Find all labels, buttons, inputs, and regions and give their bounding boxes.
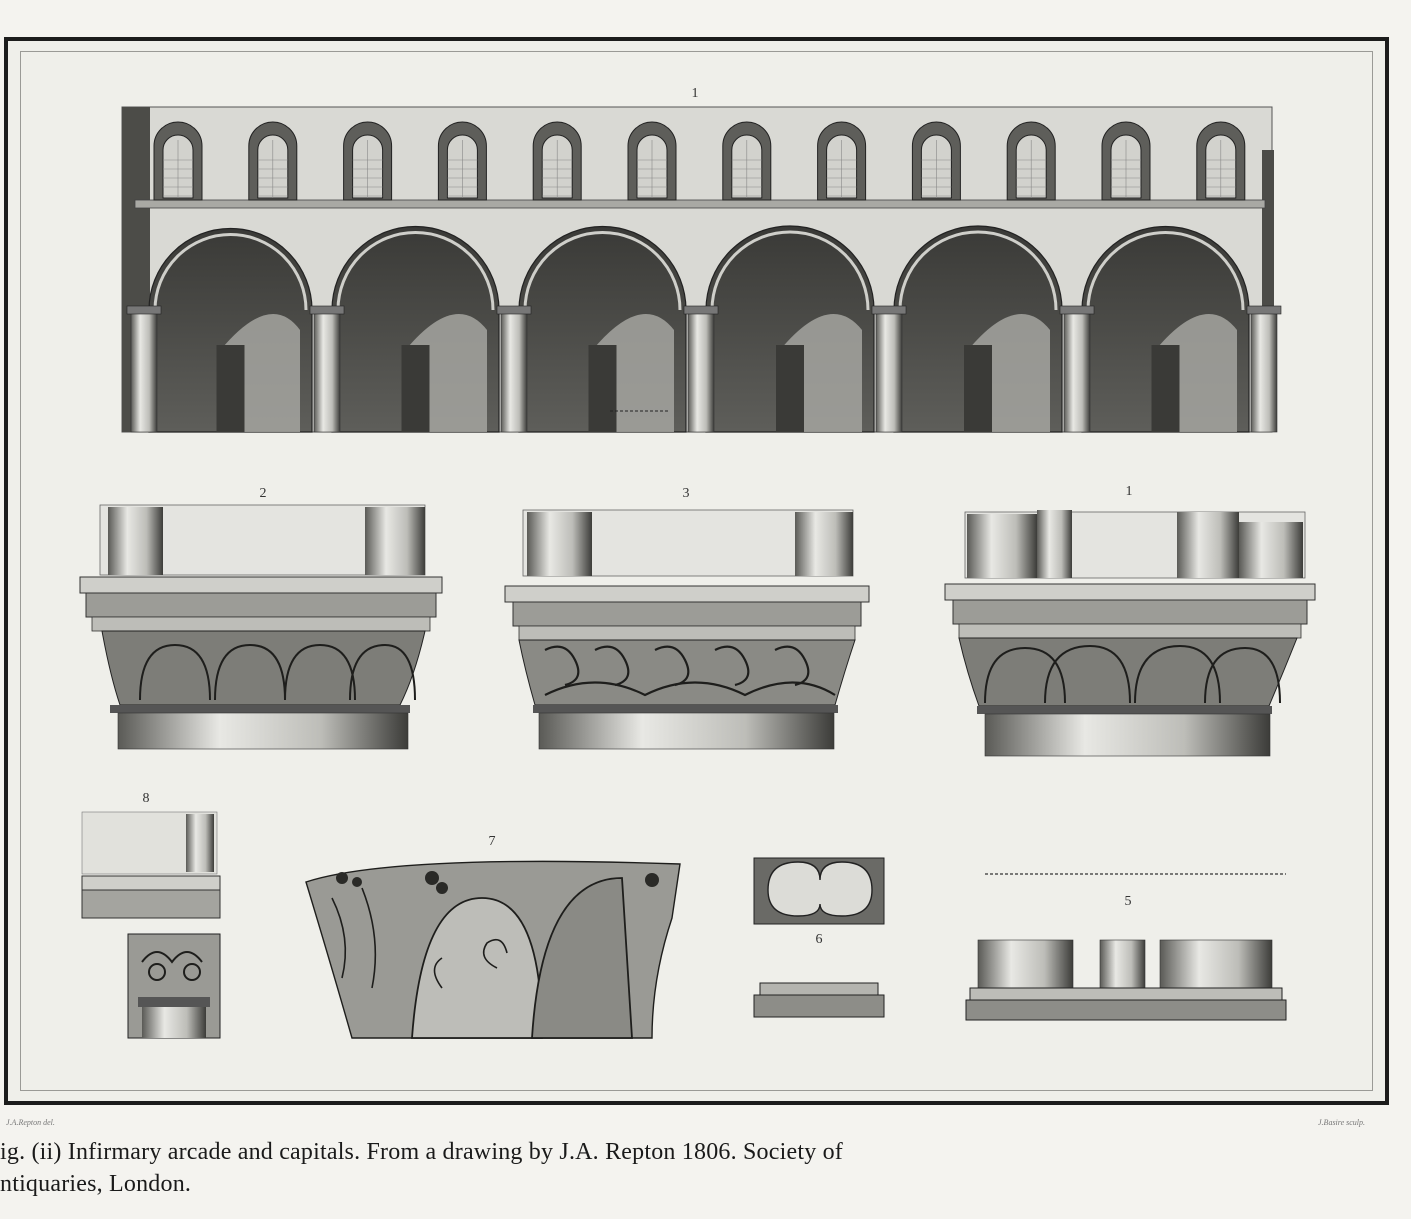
clerestory-window	[723, 122, 771, 200]
capital-8-drawing	[82, 812, 220, 1038]
arcade-arch	[894, 226, 1062, 432]
arcade-pier	[497, 306, 531, 432]
arcade-arch	[1082, 227, 1249, 432]
clerestory-window	[249, 122, 297, 200]
arcade-pier	[1060, 306, 1094, 432]
plate-credit-right: J.Basire sculp.	[1318, 1118, 1366, 1127]
figure-number-2: 2	[259, 486, 267, 501]
capital-4-drawing	[945, 510, 1315, 756]
clerestory-window	[818, 122, 866, 200]
figure-number-3: 3	[682, 486, 690, 501]
capital-3-drawing	[505, 510, 869, 749]
arcade-pier	[684, 306, 718, 432]
arcade-pier	[872, 306, 906, 432]
arcade-pier	[1247, 306, 1281, 432]
clerestory-window	[1197, 122, 1245, 200]
arcade-arch	[519, 227, 686, 432]
arcade-arch	[706, 226, 874, 432]
arcade-pier	[310, 306, 344, 432]
figure-number-1: 1	[691, 86, 699, 101]
figure-number-6: 6	[815, 932, 823, 947]
figure-number-4: 1	[1125, 484, 1133, 499]
arcade-pier	[127, 306, 161, 432]
figure-number-7: 7	[488, 834, 496, 849]
capital-2-drawing	[80, 505, 442, 749]
clerestory-window	[912, 122, 960, 200]
arcade-arch	[149, 229, 312, 433]
clerestory-window	[344, 122, 392, 200]
clerestory-window	[438, 122, 486, 200]
arcade-elevation	[122, 107, 1281, 432]
clerestory-window	[533, 122, 581, 200]
arcade-arch	[332, 227, 499, 432]
clerestory-window	[1007, 122, 1055, 200]
clerestory-window	[628, 122, 676, 200]
figure-number-5: 5	[1124, 894, 1132, 909]
plate-credit-left: J.A.Repton del.	[6, 1118, 55, 1127]
caption-line-1: ig. (ii) Infirmary arcade and capitals. From a drawing by J.A. Repton 1806. Society of	[0, 1139, 843, 1165]
clerestory-window	[154, 122, 202, 200]
clerestory-window	[1102, 122, 1150, 200]
figure-number-8: 8	[142, 791, 150, 806]
capital-7-drawing	[306, 861, 680, 1038]
figure-caption	[0, 1136, 1100, 1200]
caption-line-2: ntiquaries, London.	[0, 1171, 192, 1197]
